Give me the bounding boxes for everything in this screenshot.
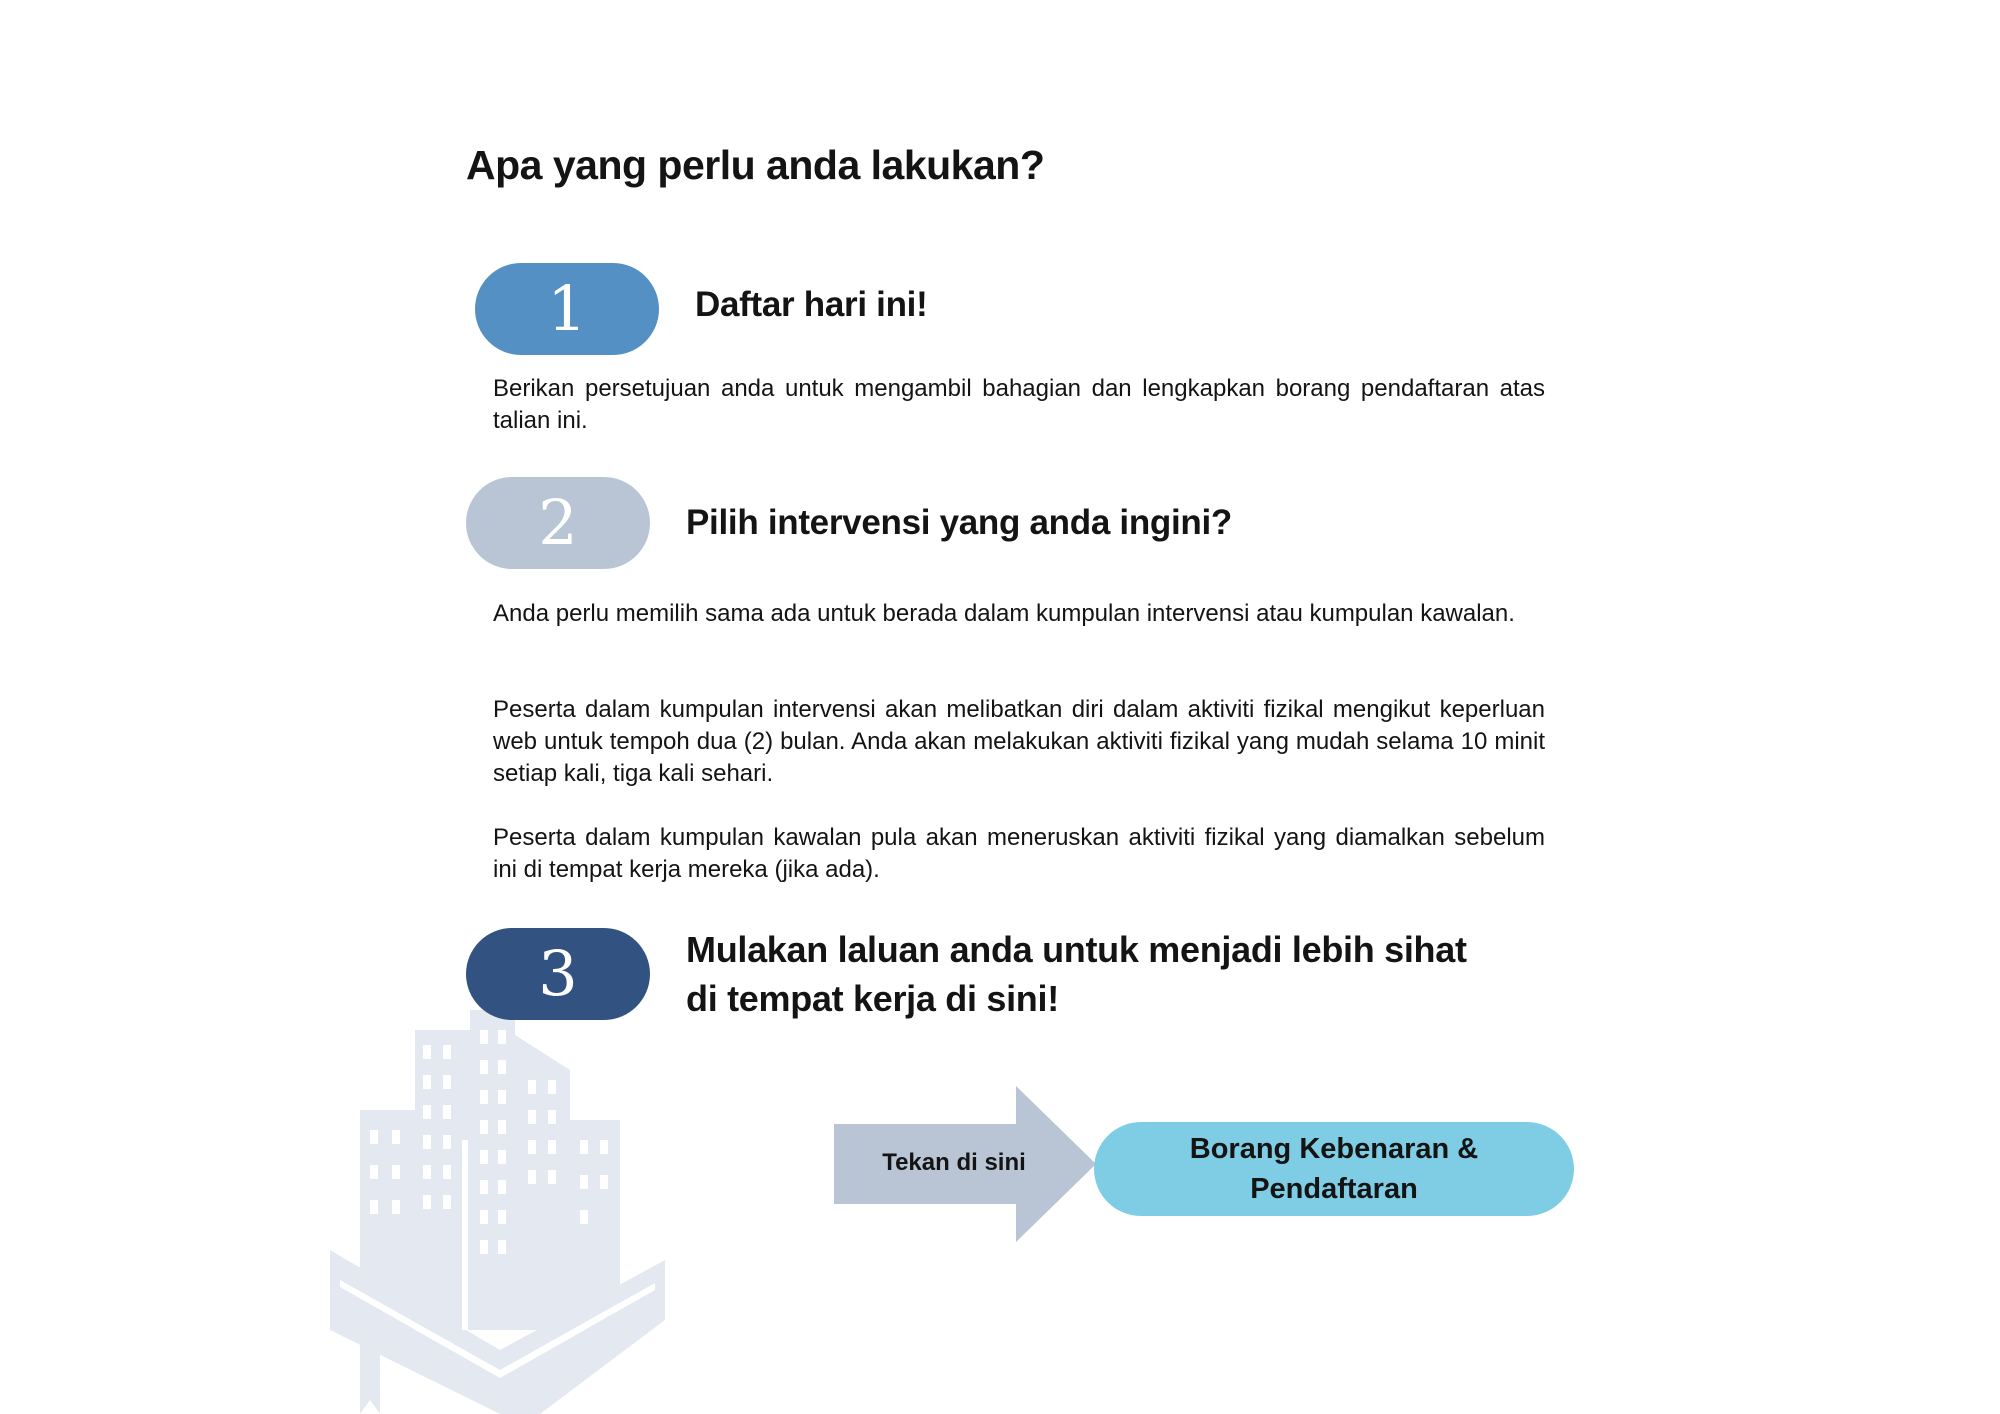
- step-3-heading-line2: di tempat kerja di sini!: [686, 978, 1059, 1019]
- registration-form-button-line1: Borang Kebenaran &: [1189, 1133, 1479, 1165]
- step-3-number-badge: 3: [466, 928, 650, 1020]
- arrow-label: Tekan di sini: [882, 1149, 1026, 1176]
- page-title: Apa yang perlu anda lakukan?: [466, 142, 1045, 188]
- step-3-heading: [686, 925, 1467, 1023]
- step-2-description: Anda perlu memilih sama ada untuk berada dalam kumpulan intervensi atau kumpulan kawalan.: [493, 600, 1515, 627]
- step-1-heading: Daftar hari ini!: [695, 285, 928, 324]
- step-2-control-description: Peserta dalam kumpulan kawalan pula akan meneruskan aktiviti fizikal yang diamalkan sebelum ini di tempat kerja mereka (jika ada).: [493, 824, 1545, 883]
- city-buildings-on-book-icon: [320, 990, 680, 1414]
- step-1-number-badge: 1: [475, 263, 659, 355]
- step-2-number-badge: 2: [466, 477, 650, 569]
- step-3-heading-line1: Mulakan laluan anda untuk menjadi lebih sihat: [686, 929, 1467, 970]
- step-2-heading: Pilih intervensi yang anda ingini?: [686, 503, 1233, 542]
- registration-form-button[interactable]: [1094, 1122, 1574, 1216]
- step-2-intervention-description: Peserta dalam kumpulan intervensi akan melibatkan diri dalam aktiviti fizikal mengikut keperluan web untuk tempoh dua (2) bulan. Anda akan melakukan aktiviti fizikal yang mudah selama 10 minit setiap kali, tiga kali sehari.: [493, 696, 1545, 787]
- registration-form-button-line2: Pendaftaran: [1250, 1173, 1418, 1205]
- step-1-description: Berikan persetujuan anda untuk mengambil bahagian dan lengkapkan borang pendaftaran atas talian ini.: [493, 375, 1545, 434]
